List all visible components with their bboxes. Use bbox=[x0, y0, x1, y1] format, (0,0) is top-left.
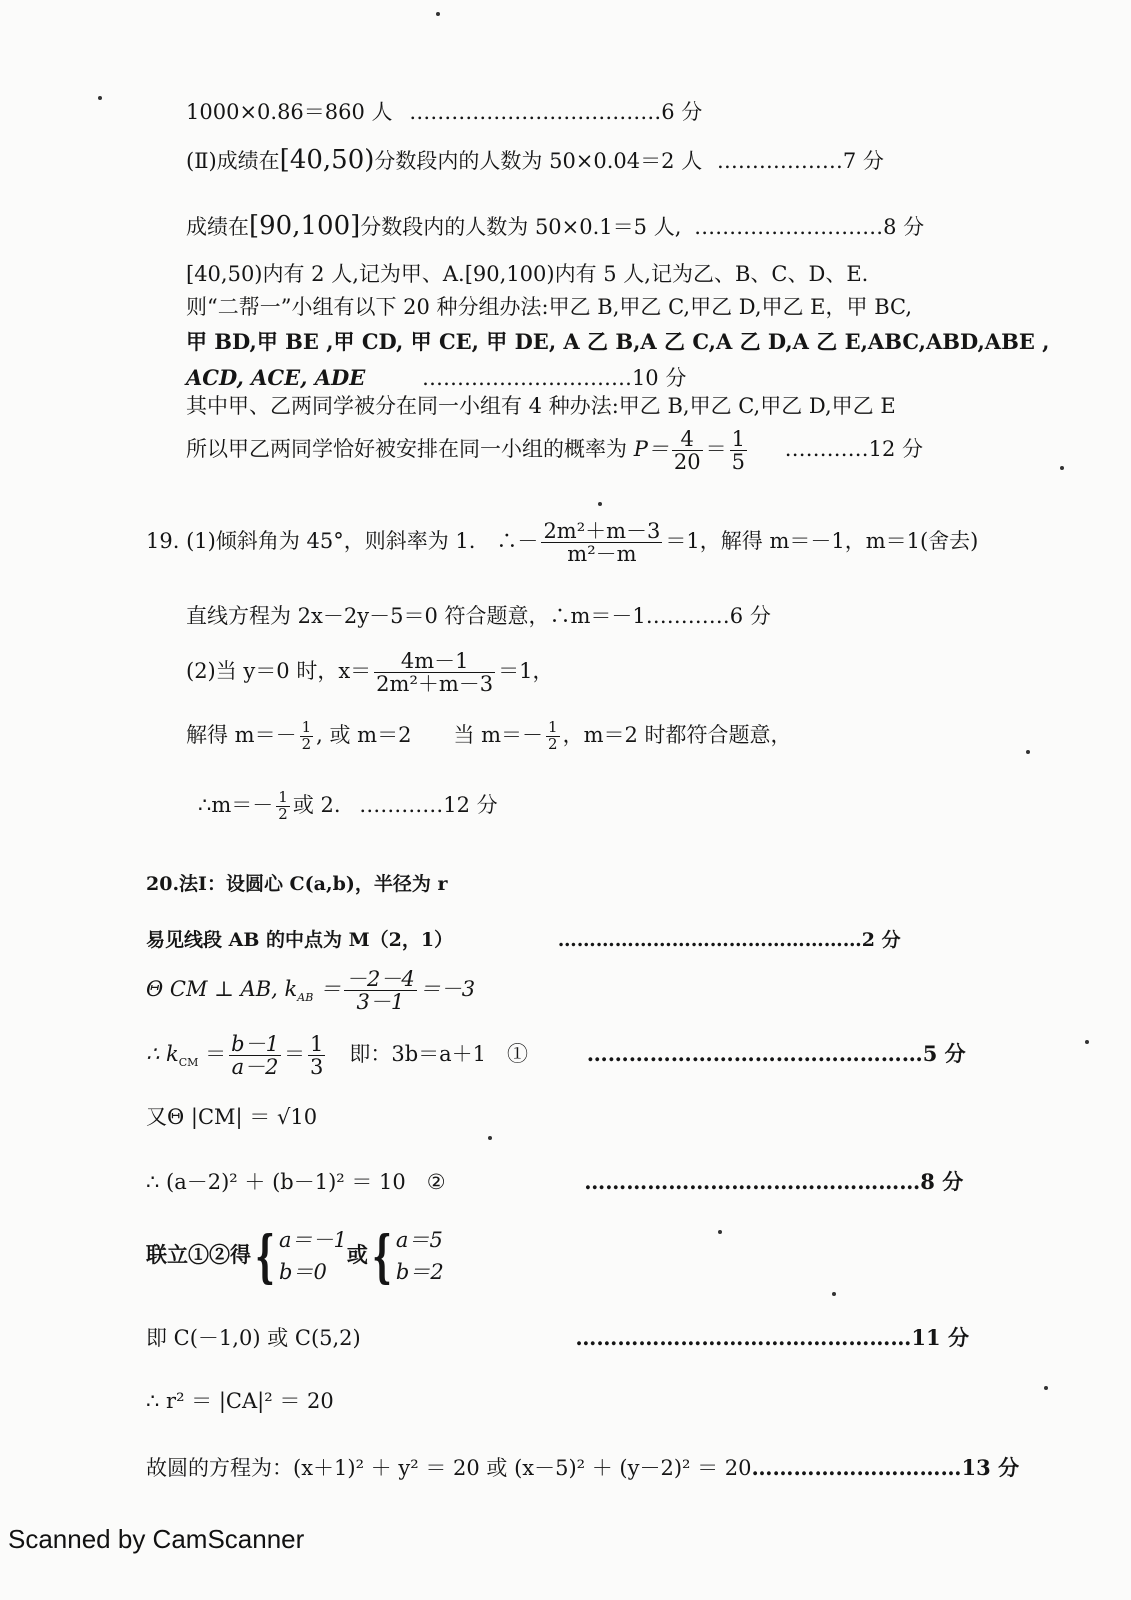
p20-l10-score: …………………………13 分 bbox=[751, 1455, 1020, 1480]
p18-l3-interval: [90,100] bbox=[249, 211, 361, 241]
p20-l4-score: …………………………………………5 分 bbox=[586, 1041, 966, 1067]
p20-line-3 bbox=[146, 968, 475, 1013]
fraction-slope: $\frac{\text{2m²＋m－3}}{\text{m²－m}}$ bbox=[543, 519, 661, 567]
scan-speck bbox=[98, 96, 102, 100]
p18-l9-eq: ＝ bbox=[705, 437, 727, 462]
p18-l2-score: ………………7 分 bbox=[716, 149, 884, 173]
fraction-half-a: $\frac{1}{2}$ bbox=[301, 718, 312, 753]
p19-line-2 bbox=[186, 605, 771, 628]
p20-l3-sub: AB bbox=[297, 991, 314, 1005]
p19-l4-c: ，m＝2 时都符合题意， bbox=[562, 722, 792, 747]
p18-line-9 bbox=[186, 428, 923, 473]
scan-speck bbox=[488, 1136, 492, 1140]
p20-l4-sub: CM bbox=[178, 1056, 199, 1070]
p20-line-1: 20.法Ⅰ：设圆心 C(a,b)，半径为 r bbox=[146, 873, 448, 895]
p18-l1-text: 1000×0.86＝860 人 bbox=[186, 100, 393, 124]
p18-l2-interval: [40,50) bbox=[279, 145, 375, 175]
p20-line-5: 又Θ |CM| ＝ √10 bbox=[146, 1105, 318, 1129]
p20-line-7 bbox=[146, 1225, 444, 1288]
p20-l6-score: …………………………………………8 分 bbox=[584, 1169, 964, 1194]
fraction-kab: $\frac{-2-4}{3-1}$ bbox=[345, 967, 415, 1015]
p20-l4-post: 即：3b＝a＋1 ① bbox=[328, 1042, 529, 1067]
p20-line-2 bbox=[146, 930, 901, 951]
p18-line-6: 甲 BD,甲 BE ,甲 CD, 甲 CE, 甲 DE, A 乙 B,A 乙 C,A 乙 D,A 乙 E,ABC,ABD,ABE , bbox=[186, 329, 1050, 354]
scan-speck bbox=[832, 1292, 836, 1296]
fraction-kcm: $\frac{b-1}{a-2}$ bbox=[231, 1032, 279, 1080]
p19-line-5 bbox=[198, 790, 498, 823]
p18-line-2 bbox=[186, 146, 884, 175]
scan-speck bbox=[1060, 466, 1064, 470]
p20-l10-text: 故圆的方程为：(x＋1)² ＋ y² ＝ 20 或 (x－5)² ＋ (y－2)² ＝ 20 bbox=[146, 1456, 752, 1480]
p20-line-6 bbox=[146, 1170, 963, 1194]
p18-l3-text: 分数段内的人数为 50×0.1＝5 人, bbox=[360, 215, 682, 239]
scan-speck bbox=[718, 1230, 722, 1234]
p20-line-10 bbox=[146, 1456, 1019, 1480]
p18-l2-pre: (Ⅱ)成绩在 bbox=[186, 149, 280, 173]
p18-line-1 bbox=[186, 101, 702, 124]
p20-l4-eq: ＝ bbox=[205, 1042, 227, 1067]
p20-l8-text: 即 C(－1,0) 或 C(5,2) bbox=[146, 1326, 361, 1350]
fraction-half-c: $\frac{1}{2}$ bbox=[278, 788, 288, 823]
p18-l9-p: P＝ bbox=[633, 437, 669, 462]
p18-l2-text: 分数段内的人数为 50×0.04＝2 人 bbox=[374, 149, 703, 173]
p20-line-8 bbox=[146, 1326, 969, 1350]
p20-l7-or: 或 bbox=[346, 1242, 368, 1267]
system-1: a＝－1 b＝0 bbox=[279, 1228, 347, 1284]
fraction-one-third: $\frac{1}{3}$ bbox=[309, 1032, 324, 1080]
fraction-4-20: $\frac{4}{20}$ bbox=[673, 427, 701, 475]
p18-l1-score: ………………………………6 分 bbox=[409, 100, 703, 124]
left-brace-2: { bbox=[372, 1223, 392, 1290]
p18-line-3 bbox=[186, 212, 924, 241]
fraction-1-5: $\frac{1}{5}$ bbox=[731, 427, 745, 475]
p19-l2-score: …………6 分 bbox=[645, 604, 771, 628]
p19-line-3 bbox=[186, 650, 554, 695]
p18-l7-score: …………………………10 分 bbox=[421, 366, 687, 390]
p19-l2-text: 直线方程为 2x－2y－5＝0 符合题意，∴m＝－1 bbox=[186, 604, 646, 628]
p18-line-4: [40,50)内有 2 人,记为甲、A.[90,100)内有 5 人,记为乙、B、C、D、E. bbox=[186, 262, 869, 286]
p19-l5-score: …………12 分 bbox=[359, 792, 498, 817]
p20-l7-pre: 联立①②得 bbox=[146, 1242, 251, 1267]
fraction-x-intercept: $\frac{4m-1}{\text{2m²＋m－3}}$ bbox=[376, 649, 494, 697]
left-brace-1: { bbox=[255, 1223, 275, 1290]
p19-l1-post: ＝1，解得 m＝－1，m＝1(舍去) bbox=[665, 529, 979, 554]
p20-l4-pre: ∴ k bbox=[146, 1042, 179, 1067]
p20-l3-post: ＝－3 bbox=[419, 977, 476, 1002]
p19-l4-a: 解得 m＝－ bbox=[186, 722, 297, 747]
p19-l4-b: , 或 m＝2 当 m＝－ bbox=[316, 722, 544, 747]
p20-line-9: ∴ r² ＝ |CA|² ＝ 20 bbox=[146, 1389, 334, 1413]
p18-l9-score: …………12 分 bbox=[784, 437, 924, 462]
scan-speck bbox=[598, 502, 602, 506]
p18-line-7 bbox=[186, 366, 686, 390]
p20-line-4 bbox=[146, 1033, 966, 1078]
p20-l4-eq2: ＝ bbox=[283, 1042, 305, 1067]
scanner-watermark: Scanned by CamScanner bbox=[8, 1524, 305, 1554]
system-2: a＝5 b＝2 bbox=[395, 1228, 444, 1284]
p19-line-1 bbox=[146, 520, 978, 565]
p19-l1-pre: 19. (1)倾斜角为 45°，则斜率为 1. ∴－ bbox=[146, 529, 539, 554]
p20-l3-pre: Θ CM ⊥ AB, k bbox=[146, 977, 298, 1002]
p20-l8-score: …………………………………………11 分 bbox=[575, 1325, 969, 1350]
p18-l3-score: ………………………8 分 bbox=[694, 215, 925, 239]
scan-speck bbox=[1085, 1040, 1089, 1044]
p19-line-4 bbox=[186, 720, 792, 753]
scan-speck bbox=[436, 12, 440, 16]
fraction-half-b: $\frac{1}{2}$ bbox=[548, 718, 558, 753]
p20-l6-text: ∴ (a－2)² ＋ (b－1)² ＝ 10 ② bbox=[146, 1170, 446, 1194]
p18-l3-pre: 成绩在 bbox=[186, 215, 249, 239]
p19-l5-a: ∴m＝－ bbox=[198, 792, 274, 817]
scan-speck bbox=[1026, 750, 1030, 754]
p18-l9-pre: 所以甲乙两同学恰好被安排在同一小组的概率为 bbox=[186, 437, 627, 462]
scan-speck bbox=[1044, 1386, 1048, 1390]
p18-l7-text: ACD, ACE, ADE bbox=[186, 365, 366, 390]
p20-l2-score: …………………………………………2 分 bbox=[557, 929, 901, 951]
p18-line-8: 其中甲、乙两同学被分在同一小组有 4 种办法:甲乙 B,甲乙 C,甲乙 D,甲乙 E bbox=[186, 394, 896, 418]
p19-l3-pre: (2)当 y＝0 时，x＝ bbox=[186, 659, 372, 684]
p19-l5-b: 或 2. bbox=[292, 792, 341, 817]
p20-l3-eq: ＝ bbox=[319, 977, 341, 1002]
p18-line-5: 则“二帮一”小组有以下 20 种分组办法:甲乙 B,甲乙 C,甲乙 D,甲乙 E，甲 BC, bbox=[186, 295, 913, 319]
p20-l2-text: 易见线段 AB 的中点为 M（2，1） bbox=[146, 929, 454, 951]
p19-l3-post: ＝1， bbox=[498, 659, 554, 684]
